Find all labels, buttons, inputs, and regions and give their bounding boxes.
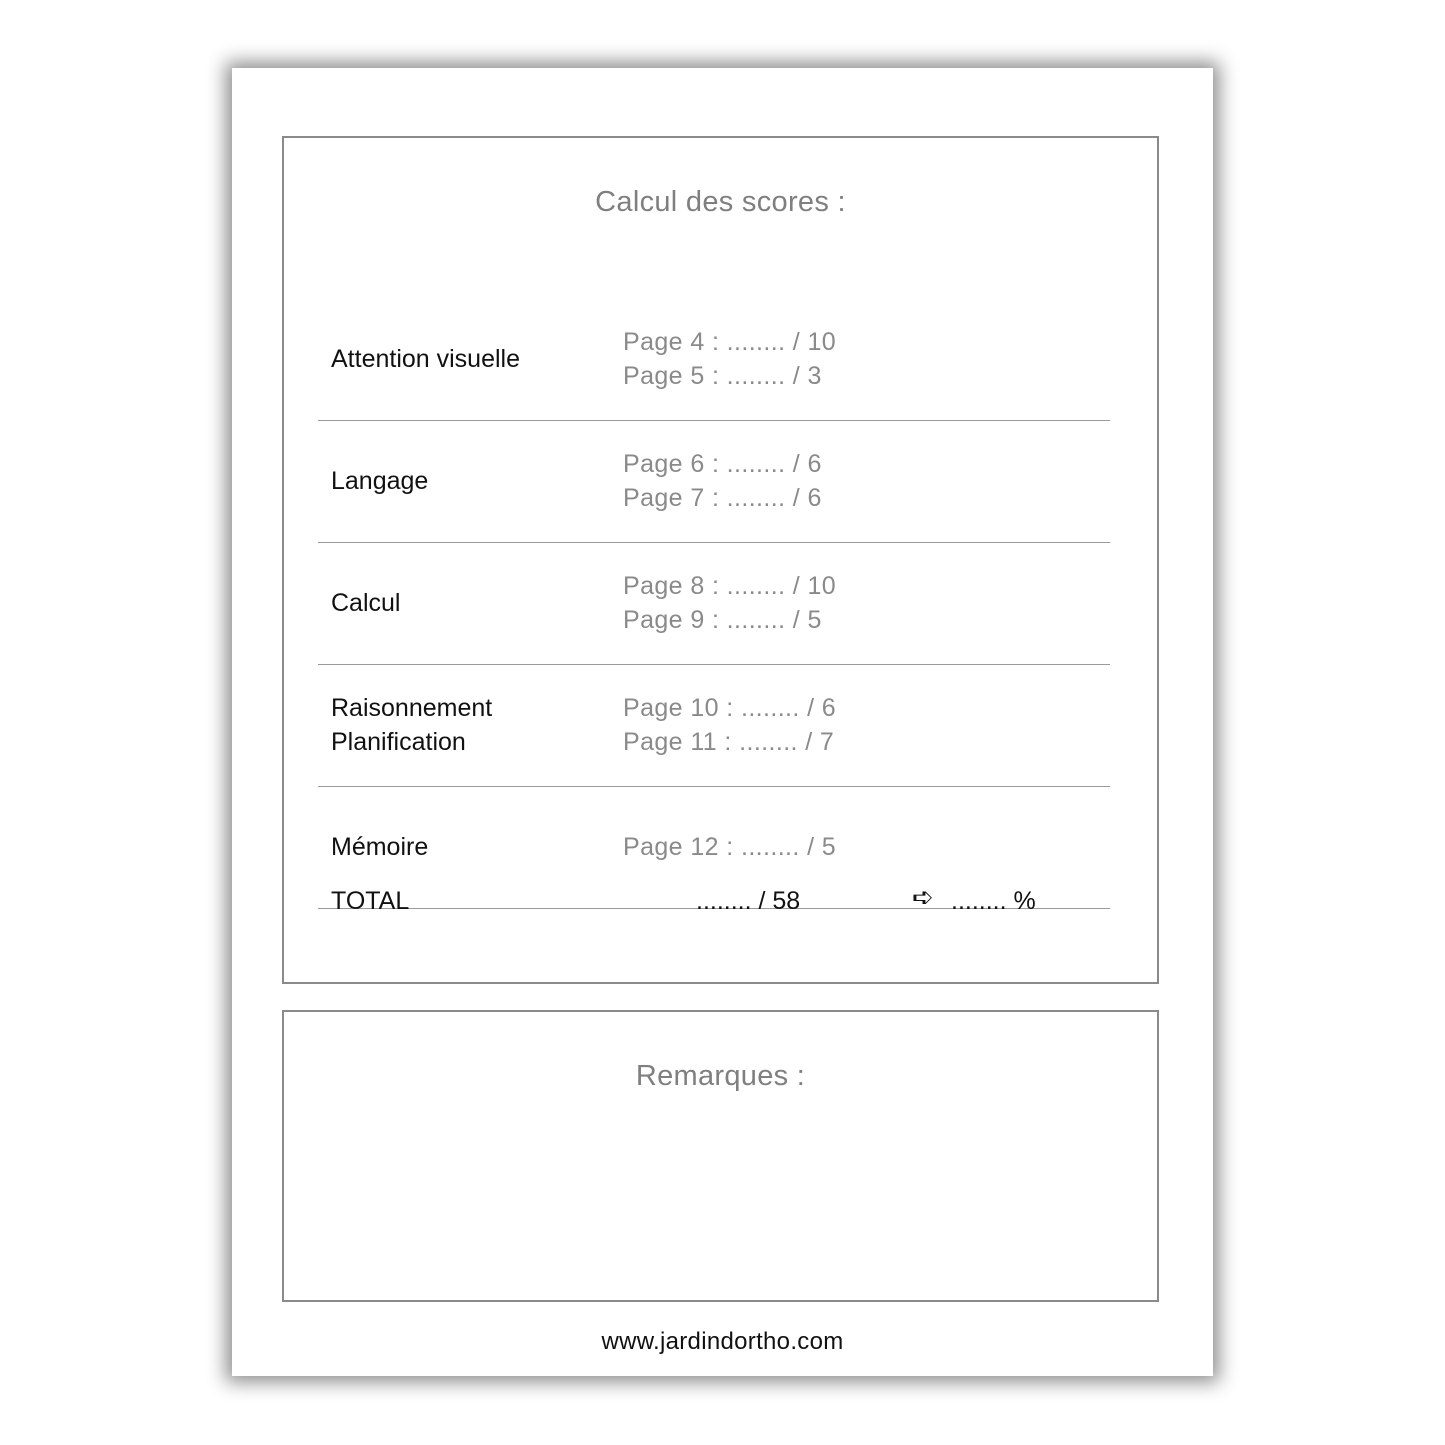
- remarks-title: Remarques :: [635, 1060, 806, 1092]
- score-row-calcul: [318, 542, 1110, 665]
- page-score-line: Page 5 : ........ / 3: [623, 362, 822, 390]
- category-line: Attention visuelle: [331, 345, 521, 373]
- page-scores: [623, 420, 822, 542]
- category-line: Calcul: [331, 589, 401, 617]
- category-label: [331, 420, 428, 542]
- category-line: Raisonnement: [331, 694, 493, 722]
- score-row-raisonnement: [318, 664, 1110, 787]
- page-score-line: Page 8 : ........ / 10: [623, 572, 837, 600]
- page-scores: [623, 664, 836, 786]
- arrow-right-icon: ➪: [912, 882, 934, 912]
- page-scores: [623, 542, 836, 664]
- page-score-line: Page 11 : ........ / 7: [623, 728, 835, 756]
- total-label: TOTAL: [331, 887, 410, 915]
- page-score-line: Page 12 : ........ / 5: [623, 833, 837, 861]
- page-score-line: Page 6 : ........ / 6: [623, 450, 822, 478]
- page-score-line: Page 9 : ........ / 5: [623, 606, 822, 634]
- category-label: [331, 664, 492, 786]
- page-score-line: Page 4 : ........ / 10: [623, 328, 837, 356]
- remarks-section[interactable]: [282, 1010, 1159, 1302]
- total-score-field[interactable]: ........ / 58: [696, 887, 801, 915]
- category-line: Langage: [331, 467, 429, 495]
- scores-title: Calcul des scores :: [595, 186, 846, 218]
- score-row-attention: [318, 298, 1110, 421]
- score-sheet: [232, 68, 1213, 1376]
- scores-section: [282, 136, 1159, 984]
- category-label: [331, 542, 400, 664]
- category-label: [331, 298, 520, 420]
- score-row-langage: [318, 420, 1110, 543]
- page-score-line: Page 7 : ........ / 6: [623, 484, 822, 512]
- total-percent-field[interactable]: ........ %: [951, 887, 1036, 915]
- category-line: Mémoire: [331, 833, 429, 861]
- page-score-line: Page 10 : ........ / 6: [623, 694, 837, 722]
- total-row: [318, 873, 1110, 933]
- page-scores: [623, 298, 836, 420]
- category-line: Planification: [331, 728, 466, 756]
- website-link[interactable]: www.jardindortho.com: [601, 1328, 844, 1355]
